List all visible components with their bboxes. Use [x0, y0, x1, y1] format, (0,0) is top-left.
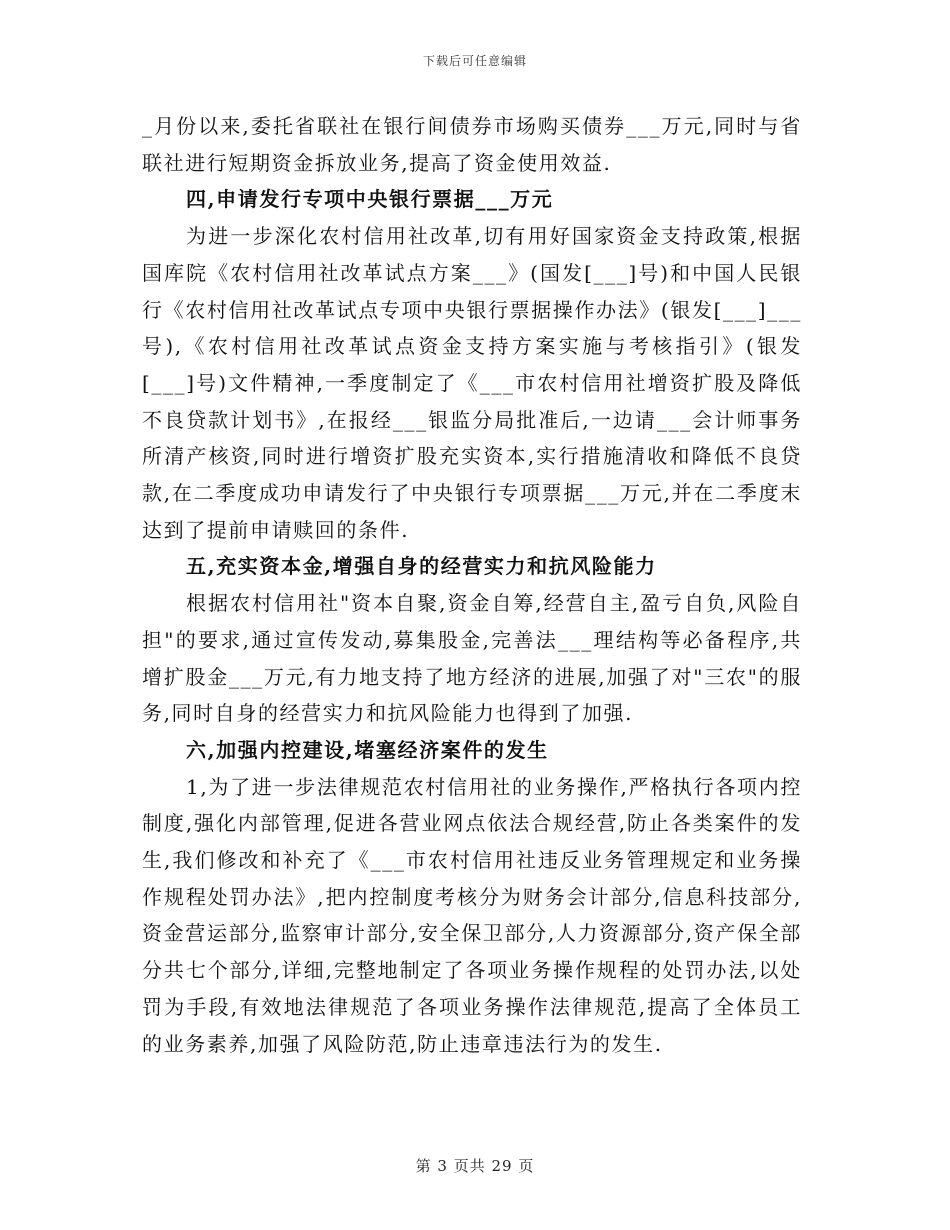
section-heading-5: 五,充实资本金,增强自身的经营实力和抗风险能力: [186, 554, 657, 579]
paragraph-bond-purchase: _月份以来,委托省联社在银行间债券市场购买债券___万元,同时与省联社进行短期资金拆放业务,提高了资金使用效益.: [142, 114, 802, 175]
section-heading-6: 六,加强内控建设,堵塞经济案件的发生: [186, 737, 549, 762]
paragraph-central-bank-notes: 为进一步深化农村信用社改革,切有用好国家资金支持政策,根据国库院《农村信用社改革试点方案___》(国发[___]号)和中国人民银行《农村信用社改革试点专项中央银行票据操作办法》(银发[___]___号),《农村信用社改革试点资金支持方案实施与考核指引》(银发[___]号)文件精神,一季度制定了《___市农村信用社增资扩股及降低不良贷款计划书》,在报经___银监分局批准后,一边请___会计师事务所清产核资,同时进行增资扩股充实资本,实行措施清收和降低不良贷款,在二季度成功申请发行了中央银行专项票据___万元,并在二季度末达到了提前申请赎回的条件.: [142, 224, 802, 542]
document-body: [142, 108, 802, 1062]
paragraph-internal-control: 1,为了进一步法律规范农村信用社的业务操作,严格执行各项内控制度,强化内部管理,促进各营业网点依法合规经营,防止各类案件的发生,我们修改和补充了《___市农村信用社违反业务管理规定和业务操作规程处罚办法》,把内控制度考核分为财务会计部分,信息科技部分,资金营运部分,监察审计部分,安全保卫部分,人力资源部分,资产保全部分共七个部分,详细,完整地制定了各项业务操作规程的处罚办法,以处罚为手段,有效地法律规范了各项业务操作法律规范,提高了全体员工的业务素养,加强了风险防范,防止违章违法行为的发生.: [142, 774, 802, 1056]
page-header: 下载后可任意编辑: [422, 54, 527, 68]
paragraph-capital: 根据农村信用社"资本自聚,资金自筹,经营自主,盈亏自负,风险自担"的要求,通过宣传发动,募集股金,完善法___理结构等必备程序,共增扩股金___万元,有力地支持了地方经济的进展,加强了对"三农"的服务,同时自身的经营实力和抗风险能力也得到了加强.: [142, 591, 802, 726]
page-number-footer: 第 3 页共 29 页: [415, 1157, 535, 1175]
section-heading-4: 四,申请发行专项中央银行票据___万元: [186, 187, 554, 212]
